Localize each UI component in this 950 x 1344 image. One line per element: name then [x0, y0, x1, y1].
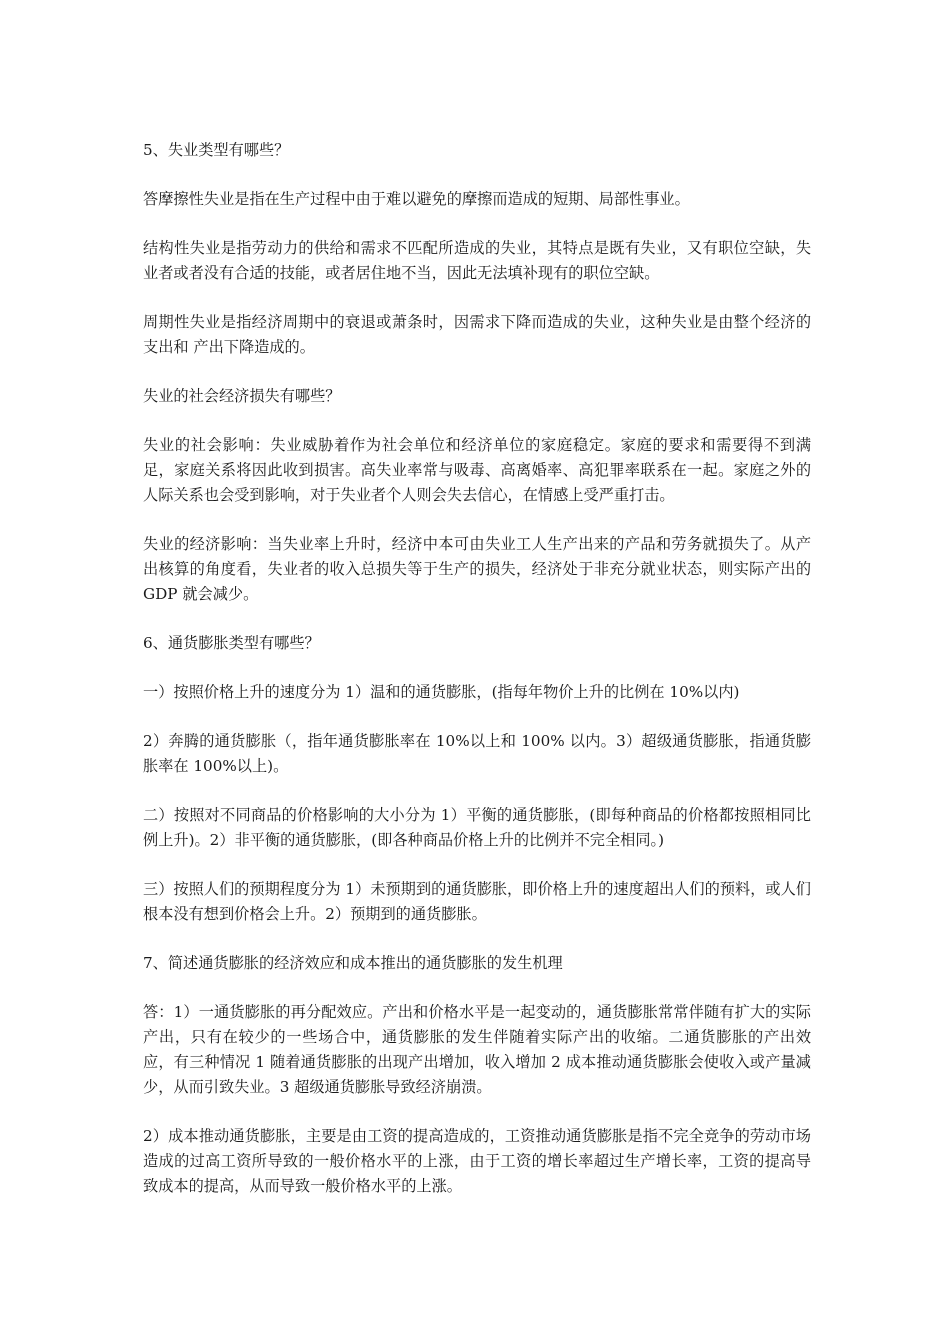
cost-push-inflation-paragraph: 2）成本推动通货膨胀，主要是由工资的提高造成的，工资推动通货膨胀是指不完全竞争的劳动市场造成的过高工资所导致的一般价格水平的上涨，由于工资的增长率超过生产增长率，工资的提高导致成本的提高，从而导致一般价格水平的上涨。	[143, 1127, 811, 1195]
inflation-by-expectation-paragraph: 三）按照人们的预期程度分为 1）未预期到的通货膨胀，即价格上升的速度超出人们的预料，或人们根本没有想到价格会上升。2）预期到的通货膨胀。	[143, 880, 811, 923]
question-5-heading: 5、失业类型有哪些？	[143, 141, 290, 159]
social-impact-paragraph: 失业的社会影响：失业威胁着作为社会单位和经济单位的家庭稳定。家庭的要求和需要得不到满足，家庭关系将因此收到损害。高失业率常与吸毒、高离婚率、高犯罪率联系在一起。家庭之外的人际关系也会受到影响，对于失业者个人则会失去信心，在情感上受严重打击。	[143, 436, 811, 504]
inflation-by-speed-paragraph: 一）按照价格上升的速度分为 1）温和的通货膨胀，(指每年物价上升的比例在 10%以内)	[143, 683, 740, 701]
document-page	[143, 138, 811, 1223]
galloping-inflation-paragraph: 2）奔腾的通货膨胀（，指年通货膨胀率在 10%以上和 100% 以内。3）超级通货膨胀，指通货膨胀率在 100%以上)。	[143, 732, 811, 775]
cyclical-unemployment-paragraph: 周期性失业是指经济周期中的衰退或萧条时，因需求下降而造成的失业，这种失业是由整个经济的支出和 产出下降造成的。	[143, 313, 811, 356]
frictional-unemployment-paragraph: 答摩擦性失业是指在生产过程中由于难以避免的摩擦而造成的短期、局部性事业。	[143, 190, 690, 208]
inflation-by-price-impact-paragraph: 二）按照对不同商品的价格影响的大小分为 1）平衡的通货膨胀，(即每种商品的价格都按照相同比例上升)。2）非平衡的通货膨胀，(即各种商品价格上升的比例并不完全相同。)	[143, 806, 811, 849]
structural-unemployment-paragraph: 结构性失业是指劳动力的供给和需求不匹配所造成的失业，其特点是既有失业，又有职位空缺，失业者或者没有合适的技能，或者居住地不当，因此无法填补现有的职位空缺。	[143, 239, 811, 282]
question-7-heading: 7、简述通货膨胀的经济效应和成本推出的通货膨胀的发生机理	[143, 954, 563, 972]
inflation-effects-paragraph: 答：1）一通货膨胀的再分配效应。产出和价格水平是一起变动的，通货膨胀常常伴随有扩大的实际产出，只有在较少的一些场合中，通货膨胀的发生伴随着实际产出的收缩。二通货膨胀的产出效应，有三种情况 1 随着通货膨胀的出现产出增加，收入增加 2 成本推动通货膨胀会使收入或产量减少，从而引致失业。3 超级通货膨胀导致经济崩溃。	[143, 1003, 811, 1096]
question-6-heading: 6、通货膨胀类型有哪些？	[143, 634, 320, 652]
unemployment-loss-heading: 失业的社会经济损失有哪些？	[143, 387, 341, 405]
economic-impact-paragraph: 失业的经济影响：当失业率上升时，经济中本可由失业工人生产出来的产品和劳务就损失了。从产出核算的角度看，失业者的收入总损失等于生产的损失，经济处于非充分就业状态，则实际产出的 GDP 就会减少。	[143, 535, 811, 603]
